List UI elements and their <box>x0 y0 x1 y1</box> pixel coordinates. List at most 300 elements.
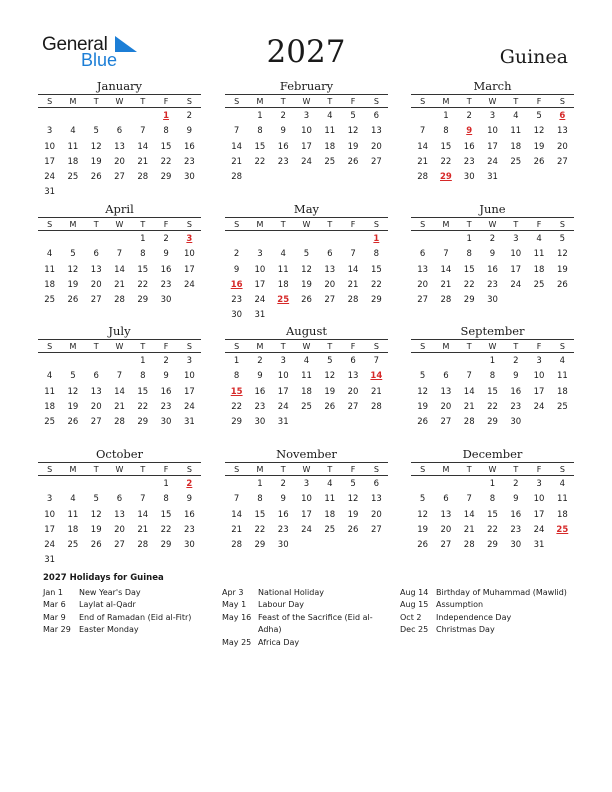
weekday-label: T <box>513 341 519 351</box>
day-cell: 6 <box>419 249 426 260</box>
day-blank <box>434 232 457 247</box>
day-cell: 6 <box>373 111 380 121</box>
day-cell: 3 <box>536 479 542 489</box>
day-cell: 4 <box>559 479 566 489</box>
day-cell: 8 <box>257 126 263 137</box>
weekday-label: S <box>420 464 426 474</box>
day-cell: 13 <box>114 509 125 520</box>
day-cell: 1 <box>233 356 240 366</box>
day-blank <box>318 232 341 247</box>
weekday-label: M <box>442 96 450 106</box>
weekday-label: M <box>69 219 77 229</box>
day-cell: 2 <box>513 356 519 366</box>
holiday-name: New Year's Day <box>79 588 141 597</box>
day-cell: 17 <box>183 264 195 275</box>
weekday-header <box>38 217 201 231</box>
day-blank <box>272 232 295 247</box>
month-october <box>38 447 201 569</box>
day-cell: 26 <box>417 540 429 551</box>
day-cell: 1 <box>257 479 263 489</box>
day-cell: 30 <box>160 417 172 428</box>
holiday-date: Oct 2 <box>400 612 422 622</box>
day-cell: 22 <box>370 279 382 290</box>
day-cell: 4 <box>280 249 286 260</box>
day-cell: 29 <box>137 417 149 428</box>
weekday-label: T <box>93 219 99 229</box>
holiday-column <box>222 587 393 649</box>
weekday-header <box>38 94 201 108</box>
weekday-label: S <box>186 464 192 474</box>
month-september <box>411 324 574 430</box>
holiday-item <box>400 612 571 624</box>
holiday-name: Birthday of Muhammad (Mawlid) <box>436 588 567 597</box>
month-name: April <box>105 202 134 216</box>
weekday-label: T <box>280 219 286 229</box>
day-cell: 13 <box>417 264 429 275</box>
day-blank <box>61 354 84 369</box>
day-cell: 25 <box>67 172 79 183</box>
day-cell: 20 <box>556 141 568 152</box>
day-cell: 9 <box>280 126 286 137</box>
day-cell: 1 <box>257 111 263 121</box>
weekday-label: S <box>47 96 53 106</box>
day-blank <box>248 232 271 247</box>
day-cell: 29 <box>487 540 498 551</box>
day-cell: 29 <box>463 295 475 306</box>
holiday-item <box>43 624 214 636</box>
holiday-date: May 16 <box>222 612 252 622</box>
day-cell: 8 <box>140 249 146 260</box>
day-cell: 5 <box>559 234 566 244</box>
day-cell: 23 <box>487 279 498 290</box>
day-cell: 16 <box>254 386 266 397</box>
day-cell: 3 <box>513 234 519 244</box>
day-cell: 25 <box>510 156 522 167</box>
day-cell: 28 <box>114 295 125 306</box>
month-november <box>225 447 388 553</box>
day-cell: 12 <box>347 126 359 137</box>
day-cell: 21 <box>417 156 429 167</box>
day-cell: 27 <box>324 295 336 306</box>
weekday-label: S <box>559 341 565 351</box>
day-cell: 5 <box>350 479 356 489</box>
weekday-label: T <box>513 96 519 106</box>
holiday-date: Aug 15 <box>400 600 429 610</box>
day-cell: 11 <box>277 264 289 275</box>
day-cell: 25 <box>324 156 336 167</box>
day-cell: 15 <box>370 264 382 275</box>
day-cell: 3 <box>46 494 53 505</box>
month-name: March <box>473 79 512 93</box>
day-cell: 9 <box>186 126 193 137</box>
day-cell: 16 <box>183 141 195 152</box>
weekday-header <box>411 94 574 108</box>
day-cell: 22 <box>254 156 266 167</box>
holiday-name: Labour Day <box>258 600 305 610</box>
day-cell: 11 <box>533 249 545 260</box>
day-blank <box>225 477 248 492</box>
day-cell: 5 <box>536 111 542 121</box>
day-cell: 20 <box>347 386 359 397</box>
weekday-label: T <box>93 96 99 106</box>
holiday-date: Mar 6 <box>43 600 66 610</box>
day-grid <box>411 476 574 553</box>
day-cell: 10 <box>301 126 312 137</box>
logo-general-text: General <box>42 34 108 55</box>
day-cell: 24 <box>533 524 545 535</box>
day-cell: 28 <box>463 540 475 551</box>
day-cell: 19 <box>556 264 568 275</box>
holiday-date: Jan 1 <box>43 588 63 597</box>
day-cell: 4 <box>70 126 76 137</box>
day-cell: 16 <box>183 509 195 520</box>
month-name: September <box>460 324 525 338</box>
day-cell: 12 <box>417 509 429 520</box>
day-cell: 22 <box>137 401 149 412</box>
weekday-label: S <box>186 219 192 229</box>
day-cell: 8 <box>466 249 472 260</box>
weekday-label: T <box>466 96 472 106</box>
weekday-label: S <box>186 341 192 351</box>
day-cell: 9 <box>233 264 240 275</box>
day-cell: 11 <box>556 371 568 382</box>
day-cell: 29 <box>160 172 172 183</box>
day-cell: 26 <box>347 156 359 167</box>
day-cell: 28 <box>347 295 359 306</box>
day-cell: 4 <box>303 356 310 366</box>
day-cell: 10 <box>533 371 545 382</box>
holiday-name: Feast of the Sacrifice (Eid al-Adha) <box>258 612 373 635</box>
day-grid <box>225 353 388 430</box>
day-cell: 19 <box>533 141 545 152</box>
day-cell: 18 <box>301 386 312 397</box>
day-cell: 22 <box>440 156 452 167</box>
weekday-label: W <box>115 341 124 351</box>
day-cell: 17 <box>533 509 545 520</box>
day-cell: 30 <box>510 417 522 428</box>
day-cell: 7 <box>233 494 240 505</box>
weekday-label: W <box>302 464 311 474</box>
day-cell: 23 <box>183 524 195 535</box>
day-cell: 6 <box>116 494 123 505</box>
day-cell: 7 <box>233 126 240 137</box>
day-cell: 8 <box>257 494 263 505</box>
day-cell: 24 <box>183 279 195 290</box>
day-cell: 14 <box>440 264 452 275</box>
day-cell: 5 <box>70 371 76 382</box>
day-cell: 13 <box>90 386 102 397</box>
day-cell: 21 <box>463 401 475 412</box>
holiday-day: 1 <box>163 111 170 121</box>
day-cell: 17 <box>533 386 545 397</box>
day-cell: 7 <box>116 371 123 382</box>
day-cell: 18 <box>510 141 522 152</box>
day-cell: 8 <box>163 126 169 137</box>
day-cell: 2 <box>466 111 472 121</box>
weekday-label: T <box>280 464 286 474</box>
day-cell: 9 <box>186 494 193 505</box>
day-cell: 15 <box>254 141 266 152</box>
day-blank <box>295 232 318 247</box>
day-cell: 31 <box>44 187 56 198</box>
day-cell: 23 <box>510 401 522 412</box>
day-cell: 23 <box>160 279 172 290</box>
day-cell: 11 <box>556 494 568 505</box>
day-cell: 12 <box>556 249 568 260</box>
month-name: May <box>293 202 320 216</box>
day-cell: 21 <box>137 156 149 167</box>
holiday-column <box>43 587 214 637</box>
day-cell: 9 <box>513 371 519 382</box>
day-cell: 12 <box>417 386 429 397</box>
holiday-item <box>400 599 571 611</box>
month-june <box>411 202 574 308</box>
day-cell: 23 <box>231 295 243 306</box>
day-cell: 18 <box>67 156 79 167</box>
day-cell: 9 <box>163 371 169 382</box>
day-blank <box>38 354 61 369</box>
holiday-item <box>43 587 214 599</box>
day-cell: 30 <box>254 417 266 428</box>
day-cell: 26 <box>556 279 568 290</box>
day-cell: 20 <box>324 279 336 290</box>
weekday-label: S <box>373 341 379 351</box>
holiday-name: Africa Day <box>258 637 300 647</box>
day-blank <box>61 109 84 124</box>
day-cell: 11 <box>67 141 79 152</box>
day-cell: 19 <box>347 141 359 152</box>
day-cell: 18 <box>324 141 336 152</box>
day-cell: 31 <box>183 417 195 428</box>
weekday-header <box>225 339 388 353</box>
day-cell: 3 <box>280 356 286 366</box>
day-cell: 17 <box>44 156 56 167</box>
day-cell: 23 <box>254 401 266 412</box>
day-cell: 15 <box>160 141 172 152</box>
weekday-label: S <box>234 96 240 106</box>
day-cell: 17 <box>301 141 312 152</box>
day-cell: 8 <box>489 371 496 382</box>
day-cell: 23 <box>277 156 289 167</box>
day-cell: 6 <box>116 126 123 137</box>
day-blank <box>225 232 248 247</box>
day-cell: 15 <box>487 509 498 520</box>
holiday-name: National Holiday <box>258 588 324 597</box>
day-cell: 9 <box>513 494 519 505</box>
weekday-header <box>38 339 201 353</box>
day-blank <box>434 477 457 492</box>
day-cell: 22 <box>137 279 149 290</box>
weekday-label: S <box>186 96 192 106</box>
day-grid <box>411 353 574 430</box>
day-blank <box>38 232 61 247</box>
day-cell: 26 <box>347 524 359 535</box>
day-cell: 21 <box>347 279 359 290</box>
calendar-year: 2027 <box>266 34 346 70</box>
day-cell: 29 <box>487 417 498 428</box>
day-cell: 7 <box>466 371 472 382</box>
day-cell: 27 <box>347 401 359 412</box>
day-cell: 20 <box>440 401 452 412</box>
day-blank <box>411 354 434 369</box>
day-cell: 22 <box>231 401 243 412</box>
day-cell: 10 <box>44 141 56 152</box>
day-cell: 30 <box>231 310 243 321</box>
holiday-day: 29 <box>440 172 452 183</box>
day-cell: 28 <box>231 172 243 183</box>
day-cell: 5 <box>419 371 426 382</box>
weekday-label: M <box>256 219 264 229</box>
day-cell: 10 <box>183 249 195 260</box>
weekday-label: F <box>536 219 542 229</box>
day-cell: 10 <box>301 494 312 505</box>
month-december <box>411 447 574 553</box>
day-cell: 18 <box>67 524 79 535</box>
day-cell: 22 <box>160 156 172 167</box>
day-cell: 7 <box>419 126 426 137</box>
day-cell: 13 <box>440 386 452 397</box>
weekday-label: S <box>559 96 565 106</box>
holiday-day: 2 <box>186 479 193 489</box>
day-grid <box>225 231 388 324</box>
weekday-label: T <box>93 464 99 474</box>
day-cell: 14 <box>231 509 243 520</box>
day-cell: 30 <box>183 540 195 551</box>
day-cell: 8 <box>489 494 496 505</box>
weekday-label: F <box>163 219 169 229</box>
day-cell: 25 <box>44 295 56 306</box>
weekday-label: M <box>69 341 77 351</box>
day-blank <box>85 109 108 124</box>
weekday-label: F <box>350 96 356 106</box>
day-cell: 6 <box>443 494 449 505</box>
day-cell: 5 <box>70 249 76 260</box>
day-cell: 21 <box>370 386 382 397</box>
holiday-item <box>400 624 571 636</box>
day-cell: 12 <box>67 264 79 275</box>
day-cell: 17 <box>183 386 195 397</box>
month-name: August <box>285 324 327 338</box>
holiday-item <box>222 587 393 599</box>
day-cell: 1 <box>443 111 449 121</box>
weekday-label: F <box>536 341 542 351</box>
day-cell: 17 <box>301 509 312 520</box>
day-blank <box>131 477 154 492</box>
day-cell: 24 <box>301 156 312 167</box>
weekday-label: F <box>350 341 356 351</box>
weekday-label: W <box>488 341 497 351</box>
day-cell: 21 <box>231 524 243 535</box>
day-cell: 2 <box>280 479 286 489</box>
weekday-label: S <box>234 219 240 229</box>
day-cell: 4 <box>46 249 53 260</box>
day-cell: 30 <box>510 540 522 551</box>
day-cell: 22 <box>487 524 498 535</box>
day-cell: 24 <box>44 172 56 183</box>
day-cell: 26 <box>301 295 312 306</box>
day-cell: 20 <box>114 156 125 167</box>
day-cell: 26 <box>324 401 336 412</box>
day-cell: 4 <box>70 494 76 505</box>
day-cell: 21 <box>440 279 452 290</box>
day-cell: 29 <box>370 295 382 306</box>
weekday-label: W <box>488 96 497 106</box>
weekday-header <box>411 462 574 476</box>
day-blank <box>411 232 434 247</box>
day-cell: 14 <box>347 264 359 275</box>
day-cell: 4 <box>46 371 53 382</box>
day-grid <box>411 108 574 185</box>
day-cell: 15 <box>254 509 266 520</box>
day-cell: 22 <box>160 524 172 535</box>
weekday-label: T <box>280 96 286 106</box>
holiday-date: May 1 <box>222 600 247 610</box>
day-cell: 23 <box>510 524 522 535</box>
month-january <box>38 79 201 201</box>
day-cell: 28 <box>114 417 125 428</box>
day-cell: 23 <box>277 524 289 535</box>
day-grid <box>225 476 388 553</box>
day-cell: 10 <box>487 126 498 137</box>
day-cell: 12 <box>301 264 312 275</box>
weekday-label: T <box>466 464 472 474</box>
holiday-day: 16 <box>230 279 243 290</box>
day-blank <box>458 477 481 492</box>
weekday-label: W <box>488 464 497 474</box>
day-cell: 31 <box>533 540 545 551</box>
day-cell: 24 <box>301 524 312 535</box>
day-cell: 18 <box>44 401 56 412</box>
day-cell: 15 <box>160 509 172 520</box>
day-cell: 18 <box>44 279 56 290</box>
holiday-item <box>43 599 214 611</box>
day-grid <box>225 108 388 185</box>
day-cell: 3 <box>303 111 310 121</box>
day-cell: 6 <box>327 249 333 260</box>
day-cell: 20 <box>440 524 452 535</box>
day-cell: 9 <box>163 249 169 260</box>
day-cell: 15 <box>137 386 149 397</box>
day-cell: 19 <box>347 509 359 520</box>
day-cell: 11 <box>44 264 56 275</box>
day-cell: 22 <box>487 401 498 412</box>
day-cell: 23 <box>160 401 172 412</box>
day-cell: 24 <box>277 401 289 412</box>
day-cell: 9 <box>257 371 263 382</box>
day-cell: 4 <box>513 111 519 121</box>
day-cell: 14 <box>114 264 125 275</box>
day-cell: 8 <box>373 249 380 260</box>
weekday-label: F <box>350 219 356 229</box>
day-blank <box>108 232 131 247</box>
day-cell: 14 <box>417 141 429 152</box>
weekday-label: M <box>442 464 450 474</box>
weekday-label: F <box>536 96 542 106</box>
day-cell: 4 <box>559 356 566 366</box>
day-cell: 12 <box>90 509 102 520</box>
holiday-date: Apr 3 <box>222 588 244 597</box>
weekday-label: T <box>140 96 146 106</box>
day-cell: 15 <box>463 264 475 275</box>
day-cell: 27 <box>114 172 125 183</box>
weekday-label: F <box>350 464 356 474</box>
day-cell: 7 <box>373 356 380 366</box>
day-cell: 14 <box>137 509 149 520</box>
day-blank <box>458 354 481 369</box>
weekday-header <box>411 217 574 231</box>
month-name: June <box>479 202 506 216</box>
day-cell: 13 <box>324 264 336 275</box>
